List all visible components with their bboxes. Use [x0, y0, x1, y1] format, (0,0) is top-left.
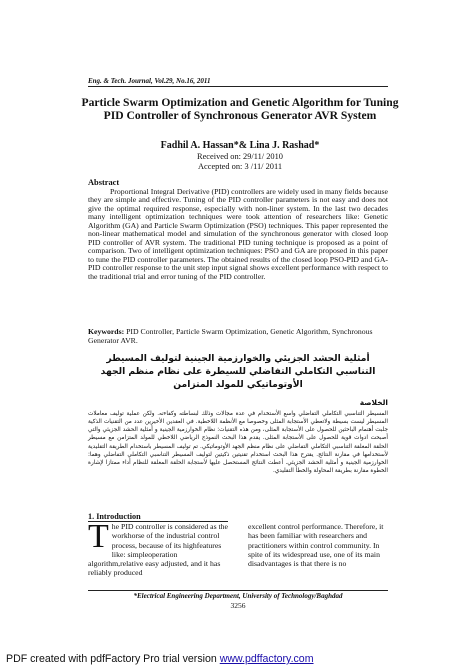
arabic-abstract-heading: الخلاصة [359, 398, 388, 407]
arabic-abstract-text: المسيطر التناسبي التكاملي التفاضلي واسع الأستخدام في عدة مجالات وذلك لبساطته وكفاءته. ولكن عملية توليف معاملات المسيطر ليست بسيطة ولاتعطي الأستجابة المثلى وخصوصا مع الأنظمة اللاخطية. في العقدين الأخيرين عدد من التقنيات الذكية جلبت أهتمام الباحثين للحصول على الأستجابة المثلى، ومن هذه التقنيات: نظام الخوارزمية الجينية و أمثلية الحشد الجزيئي والتي أصبحت ادوات قوية للحصول على الأستجابة المثلى. يقدم هذا البحث النموذج الرياضي اللاخطي للمولد المتزامن مع مسيطر الحلقة المغلقة التناسبي التكاملي التفاضلي على نظام منظم الجهد الأوتوماتيكي. تم توليف المسيطر باستخدام الطريقة التقليدية لأستخدامها في مقارنة النتائج. يقترح هذا البحث استخدام تقنيتين ذكيتين لتوليف المسيطر التناسبي التكاملي التفاضلي وهما: الخوارزمية الجينية و أمثلية الحشد الجزيئي. أعطت النتائج المستحصل عليها لأستجابة الحلقة المغلقة للنظام أداء ممتازا لإشارة الخطوة مقارنة بطريقة المحاولة والخطأ التقليدي. [88, 411, 388, 475]
arabic-title: أمثلية الحشد الجزيئي والخوارزمية الجينية لتوليف المسيطر التناسبي التكاملي التفاضلي للسيطرة على نظام منظم الجهد الأوتوماتيكي للمولد المتزامن [100, 353, 376, 390]
authors: Fadhil A. Hassan*& Lina J. Rashad* [160, 140, 320, 151]
page-number: 3256 [230, 601, 246, 610]
footnote-rule [88, 590, 388, 591]
dates [80, 152, 400, 172]
affiliation-footnote: *Electrical Engineering Department, University of Technology/Baghdad [133, 592, 343, 600]
intro-column-right: excellent control performance. Therefore, it has been familiar with researchers and practitioners within control community. In spite of its widespread use, one of its main disadvantages is that there is no [248, 522, 384, 569]
journal-header: Eng. & Tech. Journal, Vol.29, No.16, 2011 [88, 77, 211, 85]
pdf-creator-footer [6, 653, 474, 665]
pdffactory-link[interactable]: www.pdffactory.com [219, 653, 314, 665]
header-rule [88, 86, 388, 87]
introduction-heading: 1. Introduction [88, 512, 141, 521]
pdf-footer-text: PDF created with pdfFactory Pro trial version [6, 653, 220, 665]
keywords [88, 328, 388, 345]
intro-column-left [88, 518, 228, 578]
abstract-text: Proportional Integral Derivative (PID) controllers are widely used in many fields because they are simple and effective. Tuning of the PID controller parameters is not easy and does not give the optimal required response, especially with non-liner system. In the last two decades many intelligent optimization techniques were took attention of researchers like: Genetic Algorithm (GA) and Particle Swarm Optimization (PSO) techniques. This paper represented the non-linear mathematical model and simulation of the synchronous generator with closed loop PID controller of AVR system. The traditional PID tuning technique is proposed as a point of comparison. Two of intelligent optimization techniques: PSO and GA are proposed in this paper to tune the PID controller parameters. The obtained results of the closed loop PSO-PID and GA-PID controller response to the unit step input signal shows excellent performance with respect to the traditional trial and error tuning of the PID controller. [88, 187, 388, 281]
drop-cap: T [88, 518, 109, 555]
received-date: Received on: 29/11/ 2010 [197, 152, 283, 161]
paper-title: Particle Swarm Optimization and Genetic Algorithm for Tuning PID Controller of Synchronous Generator AVR System [81, 96, 399, 122]
intro-left-text: he PID controller is considered as the workhorse of the industrial control process, because of its highfeatures like: simpleoperation algorithm,relative easy adjusted, and it has reliably produced [88, 522, 228, 578]
abstract-heading: Abstract [88, 178, 120, 187]
accepted-date: Accepted on: 3 /11/ 2011 [197, 162, 283, 171]
keywords-label: Keywords: [88, 327, 125, 336]
keywords-text: PID Controller, Particle Swarm Optimization, Genetic Algorithm, Synchronous Generator AVR. [88, 327, 373, 345]
